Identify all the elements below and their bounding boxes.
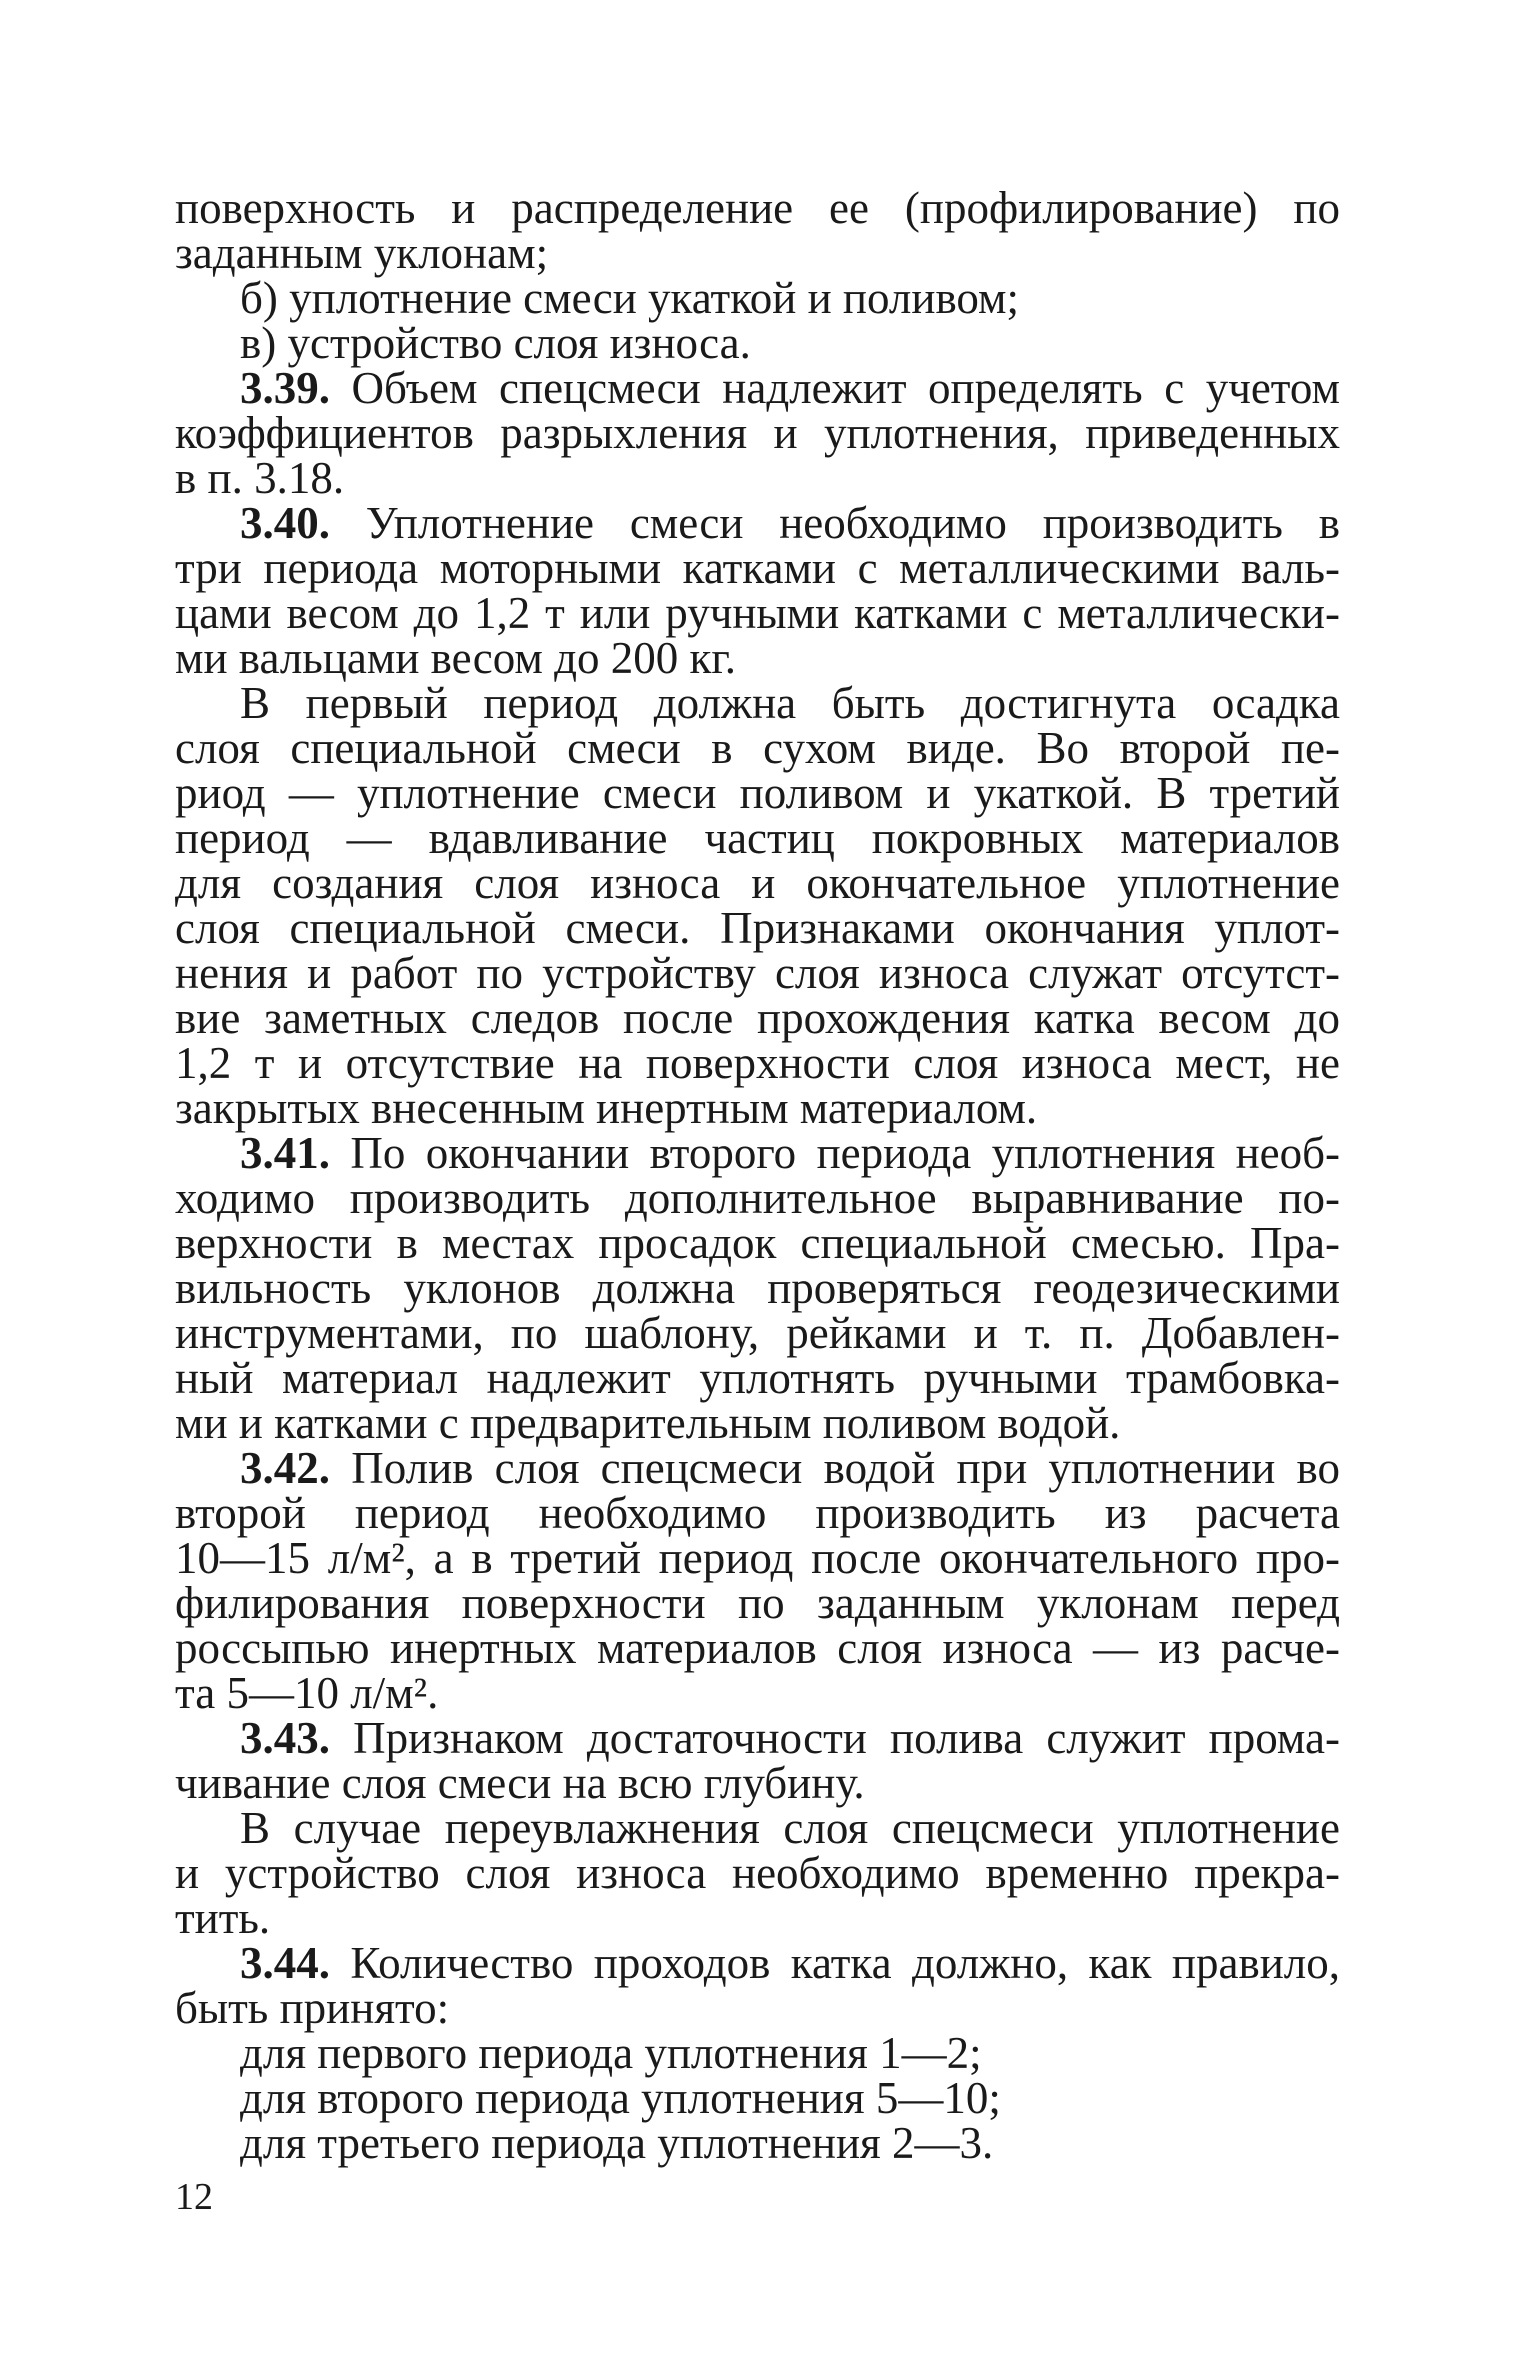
text-line bbox=[175, 1713, 1340, 1763]
line-text: б) уплотнение смеси укаткой и поливом; bbox=[240, 273, 1020, 323]
line-text: тить. bbox=[175, 1893, 271, 1943]
text-line bbox=[175, 1533, 1340, 1583]
text-line bbox=[175, 2118, 1340, 2168]
text-line bbox=[175, 1668, 1340, 1718]
text-line bbox=[175, 768, 1340, 818]
text-line bbox=[175, 948, 1340, 998]
line-text: вильность уклонов должна проверяться геодезическими bbox=[175, 1263, 1340, 1313]
text-line bbox=[175, 813, 1340, 863]
text-line bbox=[175, 228, 1340, 278]
line-text: закрытых внесенным инертным материалом. bbox=[175, 1083, 1038, 1133]
line-text: нения и работ по устройству слоя износа служат отсутст- bbox=[175, 948, 1340, 998]
line-text: Уплотнение смеси необходимо производить в bbox=[330, 498, 1340, 548]
text-line bbox=[175, 1128, 1340, 1178]
line-text: верхности в местах просадок специальной смесью. Пра- bbox=[175, 1218, 1340, 1268]
clause-number: 3.41. bbox=[240, 1128, 330, 1178]
text-line bbox=[175, 2028, 1340, 2078]
text-line bbox=[175, 1443, 1340, 1493]
text-line bbox=[175, 858, 1340, 908]
text-line bbox=[175, 1083, 1340, 1133]
text-line bbox=[175, 1623, 1340, 1673]
line-text: заданным уклонам; bbox=[175, 228, 549, 278]
text-line bbox=[175, 588, 1340, 638]
line-text: ный материал надлежит уплотнять ручными трамбовка- bbox=[175, 1353, 1340, 1403]
text-line bbox=[175, 453, 1340, 503]
text-line bbox=[175, 318, 1340, 368]
line-text: риод — уплотнение смеси поливом и укаткой. В третий bbox=[175, 768, 1340, 818]
line-text: ми вальцами весом до 200 кг. bbox=[175, 633, 736, 683]
line-text: ходимо производить дополнительное выравнивание по- bbox=[175, 1173, 1340, 1223]
line-text: чивание слоя смеси на всю глубину. bbox=[175, 1758, 865, 1808]
text-line bbox=[175, 1038, 1340, 1088]
line-text: филирования поверхности по заданным уклонам перед bbox=[175, 1578, 1340, 1628]
text-line bbox=[175, 1488, 1340, 1538]
text-line bbox=[175, 1848, 1340, 1898]
line-text: второй период необходимо производить из расчета bbox=[175, 1488, 1340, 1538]
body-text bbox=[175, 183, 1340, 2168]
line-text: слоя специальной смеси в сухом виде. Во второй пе- bbox=[175, 723, 1340, 773]
line-text: коэффициентов разрыхления и уплотнения, приведенных bbox=[175, 408, 1340, 458]
text-line bbox=[175, 1938, 1340, 1988]
clause-number: 3.40. bbox=[240, 498, 330, 548]
line-text: в п. 3.18. bbox=[175, 453, 345, 503]
text-line bbox=[175, 723, 1340, 773]
clause-number: 3.39. bbox=[240, 363, 330, 413]
line-text: 10—15 л/м², а в третий период после окончательного про- bbox=[175, 1533, 1340, 1583]
line-text: три периода моторными катками с металлическими валь- bbox=[175, 543, 1340, 593]
page-number: 12 bbox=[175, 2176, 213, 2218]
clause-number: 3.42. bbox=[240, 1443, 330, 1493]
line-text: ми и катками с предварительным поливом водой. bbox=[175, 1398, 1121, 1448]
text-line bbox=[175, 993, 1340, 1043]
line-text: период — вдавливание частиц покровных материалов bbox=[175, 813, 1340, 863]
text-line bbox=[175, 1353, 1340, 1403]
clause-number: 3.44. bbox=[240, 1938, 330, 1988]
text-line bbox=[175, 183, 1340, 233]
line-text: слоя специальной смеси. Признаками окончания уплот- bbox=[175, 903, 1340, 953]
text-line bbox=[175, 543, 1340, 593]
text-line bbox=[175, 1893, 1340, 1943]
line-text: в) устройство слоя износа. bbox=[240, 318, 751, 368]
line-text: В случае переувлажнения слоя спецсмеси уплотнение bbox=[240, 1803, 1340, 1853]
line-text: Признаком достаточности полива служит прома- bbox=[330, 1713, 1340, 1763]
line-text: вие заметных следов после прохождения катка весом до bbox=[175, 993, 1340, 1043]
line-text: россыпью инертных материалов слоя износа — из расче- bbox=[175, 1623, 1340, 1673]
text-line bbox=[175, 678, 1340, 728]
line-text: та 5—10 л/м². bbox=[175, 1668, 439, 1718]
text-line bbox=[175, 633, 1340, 683]
text-line bbox=[175, 1803, 1340, 1853]
line-text: для создания слоя износа и окончательное уплотнение bbox=[175, 858, 1340, 908]
text-line bbox=[175, 408, 1340, 458]
line-text: В первый период должна быть достигнута осадка bbox=[240, 678, 1340, 728]
text-line bbox=[175, 903, 1340, 953]
text-line bbox=[175, 498, 1340, 548]
line-text: поверхность и распределение ее (профилирование) по bbox=[175, 183, 1340, 233]
line-text: для второго периода уплотнения 5—10; bbox=[240, 2073, 1001, 2123]
text-line bbox=[175, 1218, 1340, 1268]
text-line bbox=[175, 1983, 1340, 2033]
text-line bbox=[175, 2073, 1340, 2123]
line-text: Полив слоя спецсмеси водой при уплотнении во bbox=[330, 1443, 1340, 1493]
text-line bbox=[175, 1263, 1340, 1313]
line-text: для первого периода уплотнения 1—2; bbox=[240, 2028, 982, 2078]
line-text: Количество проходов катка должно, как правило, bbox=[330, 1938, 1340, 1988]
line-text: для третьего периода уплотнения 2—3. bbox=[240, 2118, 994, 2168]
text-line bbox=[175, 1308, 1340, 1358]
line-text: и устройство слоя износа необходимо временно прекра- bbox=[175, 1848, 1340, 1898]
text-line bbox=[175, 1758, 1340, 1808]
line-text: цами весом до 1,2 т или ручными катками с металлически- bbox=[175, 588, 1340, 638]
text-line bbox=[175, 363, 1340, 413]
line-text: Объем спецсмеси надлежит определять с учетом bbox=[330, 363, 1340, 413]
clause-number: 3.43. bbox=[240, 1713, 330, 1763]
text-line bbox=[175, 273, 1340, 323]
text-line bbox=[175, 1173, 1340, 1223]
text-line bbox=[175, 1398, 1340, 1448]
text-line bbox=[175, 1578, 1340, 1628]
line-text: По окончании второго периода уплотнения необ- bbox=[330, 1128, 1340, 1178]
line-text: быть принято: bbox=[175, 1983, 450, 2033]
line-text: инструментами, по шаблону, рейками и т. п. Добавлен- bbox=[175, 1308, 1340, 1358]
line-text: 1,2 т и отсутствие на поверхности слоя износа мест, не bbox=[175, 1038, 1340, 1088]
